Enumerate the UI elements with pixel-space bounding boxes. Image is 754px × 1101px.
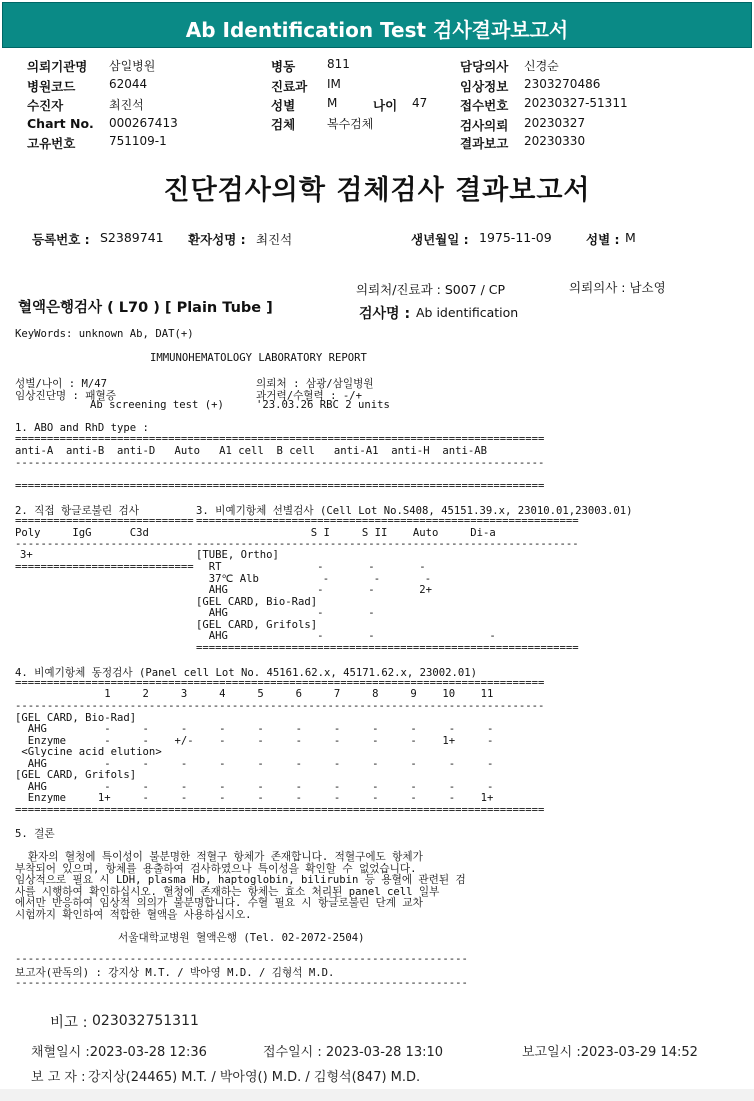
reporter-value: 강지상(24465) M.T. / 박아영() M.D. / 김형석(847) M.D. — [88, 1070, 421, 1085]
hdr-label: Chart No. — [27, 116, 94, 131]
hdr-label: 병동 — [271, 59, 296, 74]
note-value: 023032751311 — [92, 1013, 199, 1029]
report-line: Ab screening test (+) — [90, 399, 224, 411]
collect-time: 채혈일시 :2023-03-28 12:36 — [31, 1045, 207, 1060]
report-line: 에서만 반응하여 임상적 의의가 불분명합니다. 수혈 필요 시 항글로불린 단계 교차 — [15, 897, 423, 909]
report-line: AHG - - - - - - - - - - - — [15, 758, 494, 770]
report-line: 환자의 혈청에 특이성이 불분명한 적혈구 항체가 존재합니다. 적혈구에도 항체가 — [15, 851, 423, 863]
hdr-label: 검사의뢰 — [460, 118, 509, 133]
bottom-bar — [0, 1089, 754, 1101]
report-line: =================================================================================== — [15, 480, 545, 492]
report-line: KeyWords: unknown Ab, DAT(+) — [15, 328, 194, 340]
report-line: 5. 결론 — [15, 828, 55, 840]
main-title: 진단검사의학 검체검사 결과보고서 — [163, 175, 591, 206]
report-line: Poly IgG C3d — [15, 527, 149, 539]
report-line: 부착되어 있으며, 항체를 용출하여 검사하였으나 특이성을 확인할 수 없었습니다. — [15, 863, 417, 875]
hdr-label: 접수번호 — [460, 98, 509, 113]
report-line: 보고자(판독의) : 강지상 M.T. / 박아영 M.D. / 김형석 M.D. — [15, 967, 335, 979]
note-label: 비고 : — [50, 1015, 88, 1031]
hdr-label: 담당의사 — [460, 59, 509, 74]
request-dept: 의뢰처/진료과 : S007 / CP — [356, 282, 506, 297]
hdr-value: 2303270486 — [524, 77, 601, 91]
hdr-value: 811 — [327, 57, 350, 71]
report-line: ============================ — [15, 515, 194, 527]
report-line: ============================================================ — [196, 642, 579, 654]
hdr-label: 검체 — [271, 117, 296, 132]
request-doctor: 의뢰의사 : 남소영 — [569, 280, 666, 295]
sex-value: M — [625, 230, 636, 245]
receive-time: 접수일시 : 2023-03-28 13:10 — [263, 1045, 444, 1060]
report-line: AHG - - - - - - - - - - - — [15, 723, 494, 735]
hdr-value: 751109-1 — [109, 134, 167, 148]
report-line: =================================================================================== — [15, 677, 545, 689]
report-line: ----------------------------------------------------------------------- — [15, 977, 468, 989]
report-line: 서울대학교병원 혈액은행 (Tel. 02-2072-2504) — [118, 932, 365, 944]
report-line: 사를 시행하여 확인하십시오. 혈청에 존재하는 항체는 효소 처리된 panel cell 일부 — [15, 886, 440, 898]
report-line: AHG - - 2+ — [196, 584, 432, 596]
report-line: ---------------------------- — [15, 538, 194, 550]
report-line: 임상진단명 : 패혈증 — [15, 390, 117, 402]
name-value: 최진석 — [256, 232, 293, 247]
name-label: 환자성명 : — [188, 232, 246, 247]
report-line: [GEL CARD, Grifols] — [15, 769, 137, 781]
hdr-value: 62044 — [109, 77, 148, 91]
hdr-value: 신경순 — [524, 59, 559, 73]
report-line: ----------------------------------------------------------------------- — [15, 953, 468, 965]
reg-value: S2389741 — [100, 230, 164, 245]
hdr-label: 고유번호 — [27, 136, 76, 151]
report-line: ============================ — [15, 561, 194, 573]
hdr-label: 결과보고 — [460, 136, 509, 151]
hdr-value: 20230330 — [524, 134, 586, 148]
hdr-value: 20230327-51311 — [524, 96, 628, 110]
report-line: 성별/나이 : M/47 — [15, 378, 107, 390]
report-line: 2. 직접 항글로불린 검사 — [15, 505, 139, 517]
report-line: Enzyme 1+ - - - - - - - - - 1+ — [15, 792, 494, 804]
hdr-value: 최진석 — [109, 98, 144, 112]
hdr-value: M — [327, 96, 338, 110]
sex-label: 성별 : — [586, 232, 620, 247]
report-line: 1. ABO and RhD type : — [15, 422, 149, 434]
banner-title: Ab Identification Test 검사결과보고서 — [185, 18, 569, 42]
report-line: '23.03.26 RBC 2 units — [256, 399, 390, 411]
report-line: [GEL CARD, Bio-Rad] — [196, 596, 318, 608]
report-line: [GEL CARD, Bio-Rad] — [15, 712, 137, 724]
report-line: 3+ — [20, 549, 33, 561]
report-line: ------------------------------------------------------------ — [196, 538, 579, 550]
report-line: 시험까지 확인하여 적합한 혈액을 사용하십시오. — [15, 909, 252, 921]
hdr-label: 수진자 — [27, 98, 64, 113]
report-time: 보고일시 :2023-03-29 14:52 — [522, 1045, 698, 1060]
report-line: Enzyme - - +/- - - - - - - 1+ - — [15, 735, 494, 747]
hdr-value: 000267413 — [109, 116, 178, 130]
report-line: IMMUNOHEMATOLOGY LABORATORY REPORT — [150, 352, 367, 364]
hdr-value: 47 — [412, 96, 428, 110]
report-line: 1 2 3 4 5 6 7 8 9 10 11 — [15, 688, 494, 700]
report-line: 3. 비예기항체 선별검사 (Cell Lot No.S408, 45151.39.x, 23010.01,23003.01) — [196, 505, 633, 517]
report-line: S I S II Auto Di-a — [196, 527, 496, 539]
report-line: 37℃ Alb - - - — [196, 573, 432, 585]
hdr-value: 삼일병원 — [109, 59, 156, 73]
report-line: ----------------------------------------------------------------------------------- — [15, 700, 545, 712]
report-line: RT - - - — [196, 561, 426, 573]
report-line: 의뢰처 : 삼광/삼일병원 — [256, 378, 374, 390]
hdr-label: 나이 — [373, 98, 398, 113]
reporter-label: 보 고 자 : — [31, 1070, 86, 1085]
hdr-value: IM — [327, 77, 341, 91]
report-line: anti-A anti-B anti-D Auto A1 cell B cell anti-A1 anti-H anti-AB — [15, 445, 487, 457]
report-line: AHG - - - - - - - - - - - — [15, 781, 494, 793]
report-line: 4. 비예기항체 동정검사 (Panel cell Lot No. 45161.62.x, 45171.62.x, 23002.01) — [15, 667, 478, 679]
report-line: [GEL CARD, Grifols] — [196, 619, 318, 631]
test-name-value: Ab identification — [416, 305, 519, 320]
report-line: 과거력/수혈력 : -/+ — [256, 390, 363, 402]
hdr-label: 성별 — [271, 98, 296, 113]
hdr-label: 임상정보 — [460, 79, 509, 94]
dob-label: 생년월일 : — [411, 232, 469, 247]
report-line: AHG - - - — [196, 630, 496, 642]
hdr-label: 병원코드 — [27, 79, 76, 94]
report-line: =================================================================================== — [15, 804, 545, 816]
report-line: ============================================================ — [196, 515, 579, 527]
hdr-label: 진료과 — [271, 79, 308, 94]
report-line: =================================================================================== — [15, 433, 545, 445]
section-title: 혈액은행검사 ( L70 ) [ Plain Tube ] — [18, 300, 273, 316]
report-banner — [2, 2, 752, 48]
hdr-value: 복수검체 — [327, 117, 374, 131]
report-line: 임상적으로 필요 시 LDH, plasma Hb, haptoglobin, bilirubin 등 용혈에 관련된 검 — [15, 874, 466, 886]
report-line: ----------------------------------------------------------------------------------- — [15, 457, 545, 469]
report-line: [TUBE, Ortho] — [196, 549, 279, 561]
report-line: <Glycine acid elution> — [15, 746, 162, 758]
dob-value: 1975-11-09 — [479, 230, 552, 245]
reg-label: 등록번호 : — [32, 232, 90, 247]
report-line: AHG - - — [196, 607, 375, 619]
hdr-label: 의뢰기관명 — [27, 59, 88, 74]
test-name-label: 검사명 : — [359, 306, 411, 322]
hdr-value: 20230327 — [524, 116, 586, 130]
